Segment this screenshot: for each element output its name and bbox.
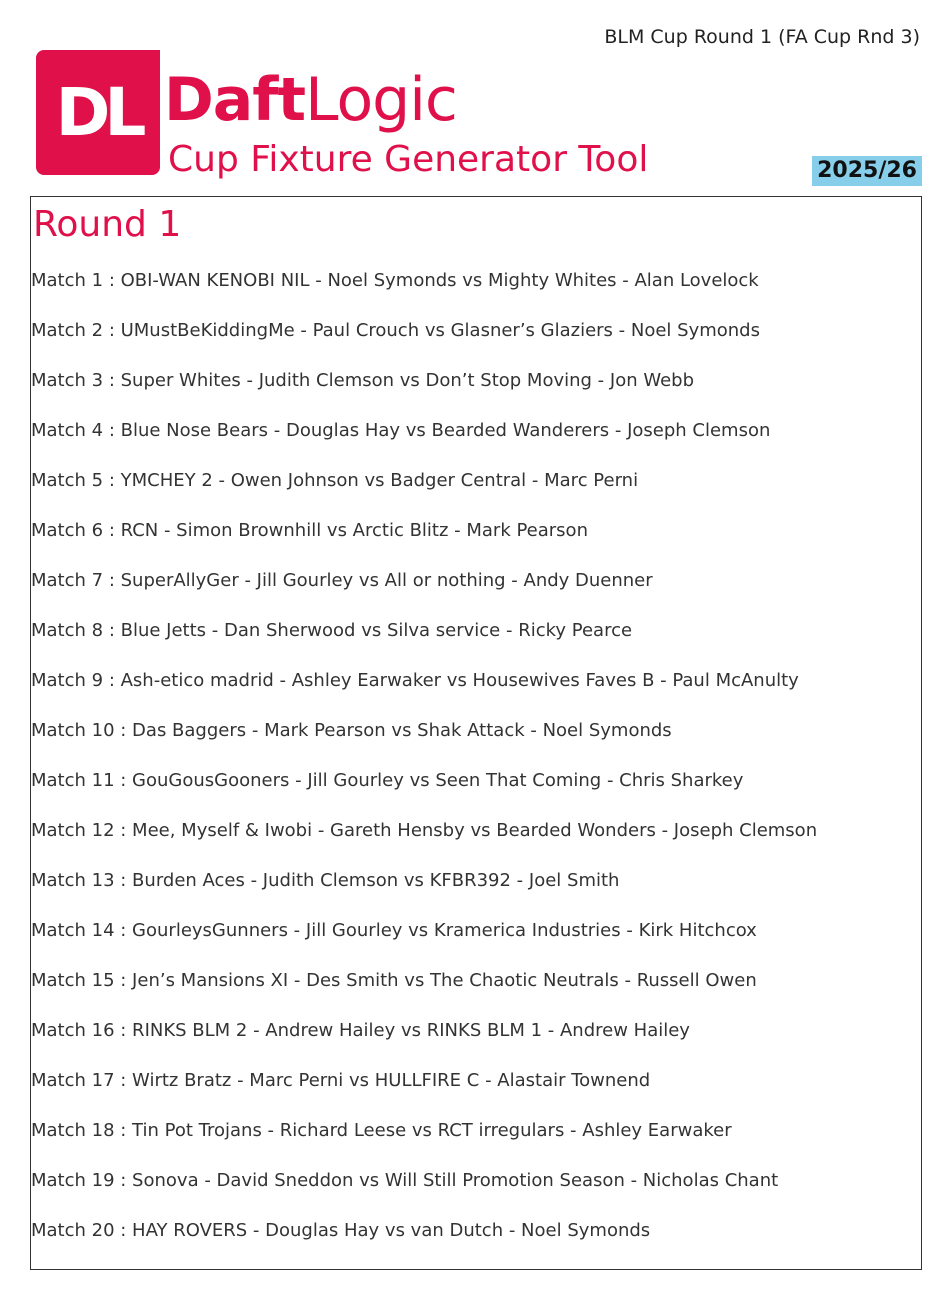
match-item: Match 6 : RCN - Simon Brownhill vs Arctic Blitz - Mark Pearson [31,520,588,541]
match-item: Match 7 : SuperAllyGer - Jill Gourley vs All or nothing - Andy Duenner [31,570,653,591]
match-list [31,267,817,1267]
season-badge: 2025/26 [812,156,922,186]
match-item: Match 4 : Blue Nose Bears - Douglas Hay vs Bearded Wanderers - Joseph Clemson [31,420,771,441]
match-item: Match 14 : GourleysGunners - Jill Gourley vs Kramerica Industries - Kirk Hitchcox [31,920,757,941]
competition-note: BLM Cup Round 1 (FA Cup Rnd 3) [604,26,920,48]
match-item: Match 3 : Super Whites - Judith Clemson vs Don’t Stop Moving - Jon Webb [31,370,695,391]
match-item: Match 2 : UMustBeKiddingMe - Paul Crouch vs Glasner’s Glaziers - Noel Symonds [31,320,760,341]
tool-title: Cup Fixture Generator Tool [168,139,649,180]
brand-name[interactable] [164,65,457,135]
daftlogic-logo-icon[interactable] [36,50,160,175]
logo-letters: DL [55,74,141,151]
match-item: Match 11 : GouGousGooners - Jill Gourley vs Seen That Coming - Chris Sharkey [31,770,744,791]
match-item: Match 20 : HAY ROVERS - Douglas Hay vs van Dutch - Noel Symonds [31,1220,651,1241]
match-item: Match 16 : RINKS BLM 2 - Andrew Hailey vs RINKS BLM 1 - Andrew Hailey [31,1020,690,1041]
match-item: Match 1 : OBI-WAN KENOBI NIL - Noel Symonds vs Mighty Whites - Alan Lovelock [31,270,759,291]
match-item: Match 10 : Das Baggers - Mark Pearson vs Shak Attack - Noel Symonds [31,720,672,741]
match-item: Match 17 : Wirtz Bratz - Marc Perni vs HULLFIRE C - Alastair Townend [31,1070,651,1091]
match-item: Match 9 : Ash-etico madrid - Ashley Earwaker vs Housewives Faves B - Paul McAnulty [31,670,799,691]
match-item: Match 15 : Jen’s Mansions XI - Des Smith vs The Chaotic Neutrals - Russell Owen [31,970,757,991]
match-item: Match 19 : Sonova - David Sneddon vs Will Still Promotion Season - Nicholas Chant [31,1170,779,1191]
match-item: Match 5 : YMCHEY 2 - Owen Johnson vs Badger Central - Marc Perni [31,470,639,491]
match-item: Match 18 : Tin Pot Trojans - Richard Leese vs RCT irregulars - Ashley Earwaker [31,1120,732,1141]
brand-name-part2: Logic [305,65,457,135]
match-item: Match 12 : Mee, Myself & Iwobi - Gareth Hensby vs Bearded Wonders - Joseph Clemson [31,820,818,841]
round-title: Round 1 [33,204,182,245]
match-item: Match 13 : Burden Aces - Judith Clemson vs KFBR392 - Joel Smith [31,870,620,891]
brand-name-part1: Daft [164,65,306,135]
fixtures-panel [30,196,922,1270]
match-item: Match 8 : Blue Jetts - Dan Sherwood vs Silva service - Ricky Pearce [31,620,633,641]
